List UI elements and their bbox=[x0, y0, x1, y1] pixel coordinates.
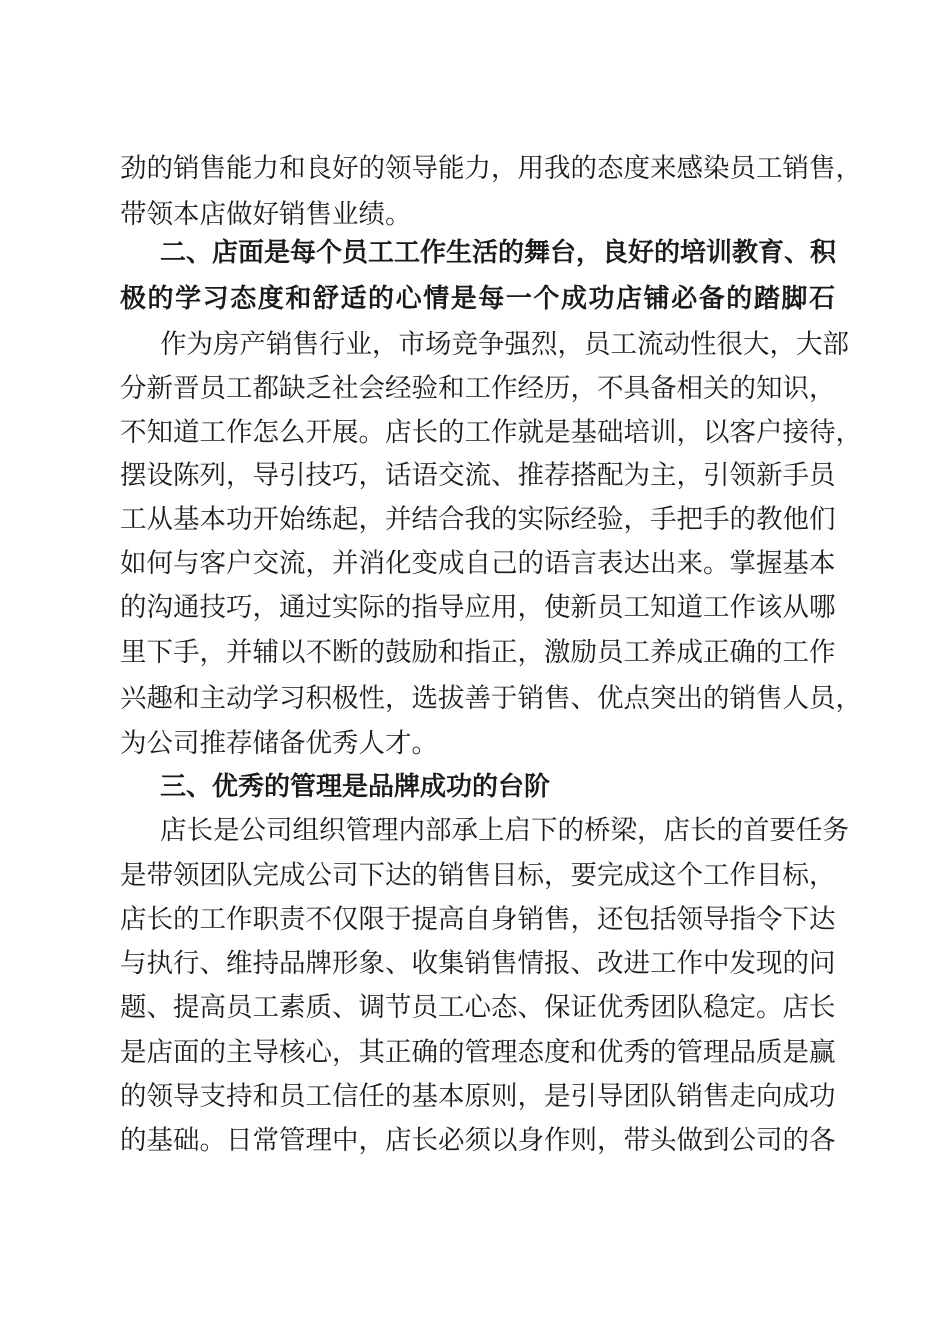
paragraph-2-line-3: 不知道工作怎么开展。店长的工作就是基础培训，以客户接待， bbox=[120, 417, 862, 448]
section-2-heading-line-1: 二、店面是每个员工工作生活的舞台，良好的培训教育、积 bbox=[160, 238, 837, 268]
paragraph-3-line-7: 的领导支持和员工信任的基本原则，是引导团队销售走向成功 bbox=[120, 1081, 836, 1112]
section-3-heading: 三、优秀的管理是品牌成功的台阶 bbox=[160, 772, 551, 802]
paragraph-2-line-2: 分新晋员工都缺乏社会经验和工作经历，不具备相关的知识， bbox=[120, 373, 836, 404]
paragraph-3-line-2: 是带领团队完成公司下达的销售目标，要完成这个工作目标， bbox=[120, 860, 836, 891]
paragraph-3-line-1: 店长是公司组织管理内部承上启下的桥梁，店长的首要任务 bbox=[160, 815, 849, 846]
paragraph-2-line-8: 里下手，并辅以不断的鼓励和指正，激励员工养成正确的工作 bbox=[120, 637, 836, 668]
paragraph-1-line-1: 劲的销售能力和良好的领导能力，用我的态度来感染员工销售， bbox=[120, 153, 862, 184]
paragraph-3-line-4: 与执行、维持品牌形象、收集销售情报、改进工作中发现的问 bbox=[120, 948, 836, 979]
paragraph-3-line-6: 是店面的主导核心，其正确的管理态度和优秀的管理品质是赢 bbox=[120, 1037, 836, 1068]
paragraph-1-line-2: 带领本店做好销售业绩。 bbox=[120, 199, 412, 230]
paragraph-2-line-9: 兴趣和主动学习积极性，选拔善于销售、优点突出的销售人员， bbox=[120, 683, 862, 714]
paragraph-2-line-1: 作为房产销售行业，市场竞争强烈，员工流动性很大，大部 bbox=[160, 329, 849, 360]
paragraph-3-line-3: 店长的工作职责不仅限于提高自身销售，还包括领导指令下达 bbox=[120, 904, 836, 935]
paragraph-3-line-5: 题、提高员工素质、调节员工心态、保证优秀团队稳定。店长 bbox=[120, 992, 836, 1023]
paragraph-2-line-10: 为公司推荐储备优秀人才。 bbox=[120, 728, 438, 759]
paragraph-2-line-7: 的沟通技巧，通过实际的指导应用，使新员工知道工作该从哪 bbox=[120, 592, 836, 623]
paragraph-2-line-5: 工从基本功开始练起，并结合我的实际经验，手把手的教他们 bbox=[120, 504, 836, 535]
paragraph-3-line-8: 的基础。日常管理中，店长必须以身作则，带头做到公司的各 bbox=[120, 1125, 836, 1156]
paragraph-2-line-4: 摆设陈列，导引技巧，话语交流、推荐搭配为主，引领新手员 bbox=[120, 460, 836, 491]
paragraph-2-line-6: 如何与客户交流，并消化变成自己的语言表达出来。掌握基本 bbox=[120, 548, 836, 579]
section-2-heading-line-2: 极的学习态度和舒适的心情是每一个成功店铺必备的踏脚石 bbox=[120, 284, 835, 314]
